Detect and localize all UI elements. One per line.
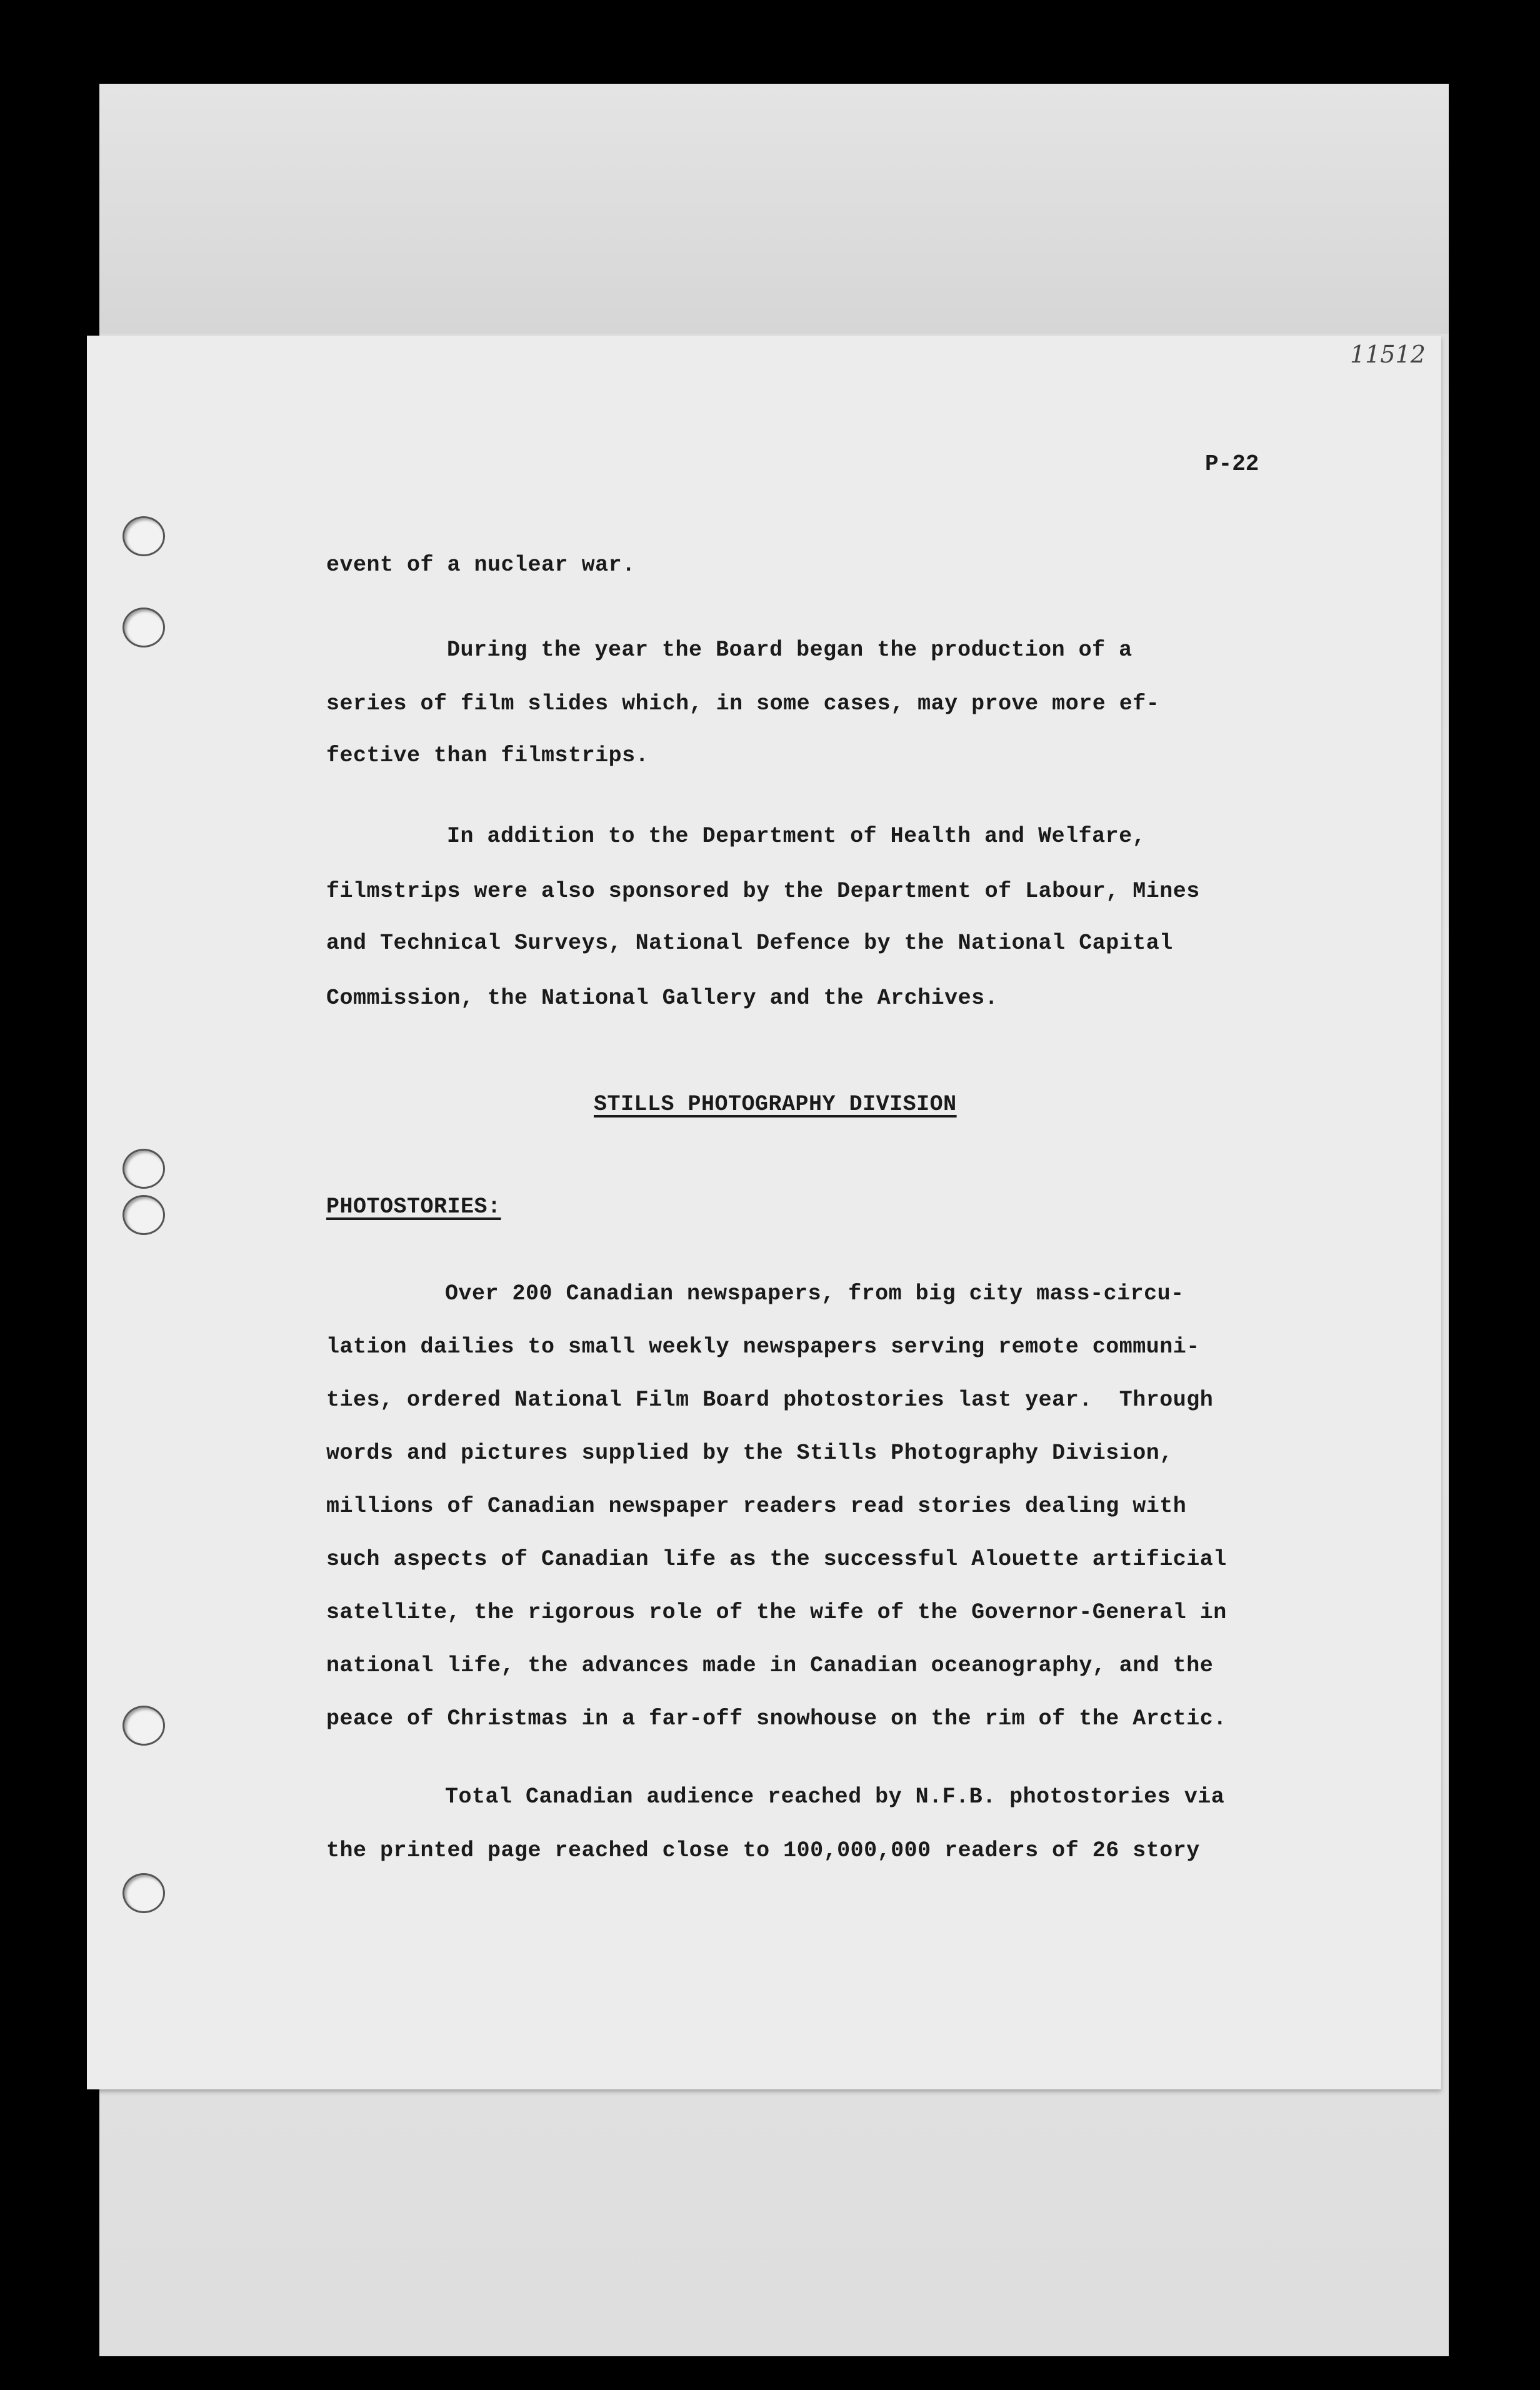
text-line: During the year the Board began the production of a [447,638,1132,662]
punch-hole [122,1706,165,1746]
text-line: In addition to the Department of Health and Welfare, [447,824,1146,849]
text-line: Total Canadian audience reached by N.F.B. photostories via [445,1784,1225,1809]
section-heading: STILLS PHOTOGRAPHY DIVISION [594,1092,957,1117]
page-number: P-22 [1205,451,1259,477]
document-page [87,336,1441,2089]
text-line: satellite, the rigorous role of the wife of the Governor-General in [326,1600,1227,1625]
text-line: such aspects of Canadian life as the successful Alouette artificial [326,1547,1227,1572]
text-line: lation dailies to small weekly newspapers serving remote communi- [326,1334,1200,1359]
punch-hole [122,1873,165,1913]
back-sheet-top [99,84,1449,334]
punch-hole [122,1195,165,1235]
text-line: words and pictures supplied by the Stills Photography Division, [326,1441,1173,1466]
text-line: filmstrips were also sponsored by the Department of Labour, Mines [326,879,1200,904]
text-line: ties, ordered National Film Board photostories last year. Through [326,1388,1214,1412]
punch-hole [122,1149,165,1189]
subsection-heading: PHOTOSTORIES: [326,1194,501,1219]
text-line: Commission, the National Gallery and the Archives. [326,986,999,1011]
handwritten-archive-number: 11512 [1350,341,1426,368]
text-line: the printed page reached close to 100,000,000 readers of 26 story [326,1838,1200,1863]
text-line: national life, the advances made in Canadian oceanography, and the [326,1653,1214,1678]
text-line: and Technical Surveys, National Defence by the National Capital [326,931,1173,956]
text-line: Over 200 Canadian newspapers, from big city mass-circu- [445,1281,1184,1306]
text-line: event of a nuclear war. [326,552,636,578]
text-line: peace of Christmas in a far-off snowhouse on the rim of the Arctic. [326,1706,1227,1731]
text-line: millions of Canadian newspaper readers read stories dealing with [326,1494,1187,1519]
text-line: series of film slides which, in some cases, may prove more ef- [326,691,1160,716]
text-line: fective than filmstrips. [326,743,649,768]
punch-hole [122,516,165,556]
punch-hole [122,608,165,648]
